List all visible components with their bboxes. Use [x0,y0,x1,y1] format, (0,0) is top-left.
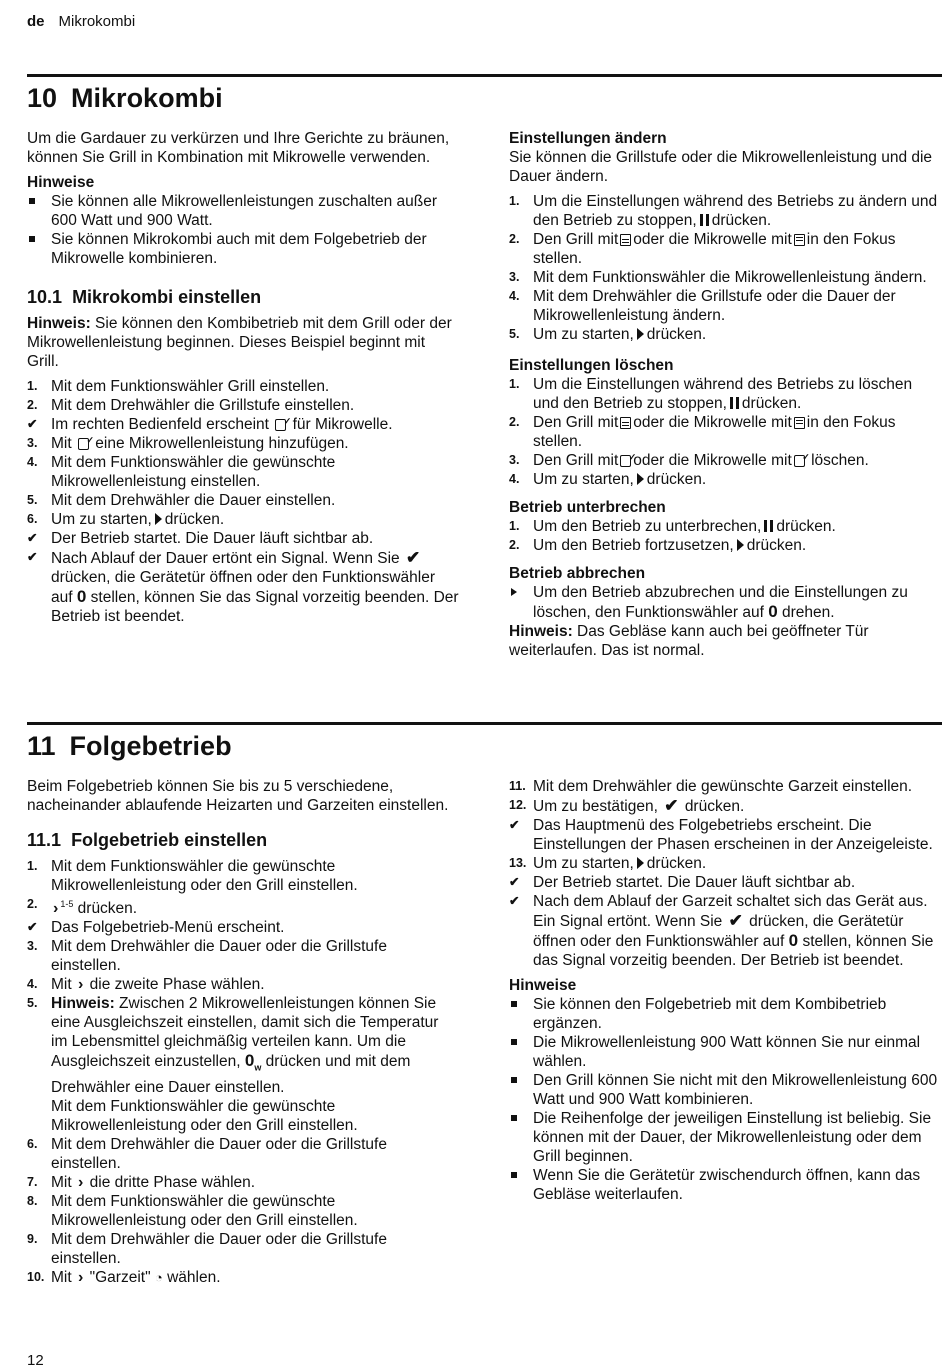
list-item: Den Grill können Sie nicht mit den Mikrowellenleistung 600 Watt und 900 Watt kombinieren. [509,1071,942,1109]
list-item: 8. Mit dem Funktionswähler die gewünschte Mikrowellenleistung oder den Grill einstellen. [27,1192,358,1229]
hint-paragraph: Hinweis: Sie können den Kombibetrieb mit dem Grill oder der Mikrowellenleistung beginnen. Dieses Beispiel beginnt mit Grill. [27,315,452,370]
change-settings-heading: Einstellungen ändern [509,130,667,147]
list-item: 1. Mit dem Funktionswähler Grill einstellen. [27,378,330,395]
list-item: 3. Den Grill mit✓ oder die Mikrowelle mit✓ löschen. [509,451,942,470]
list-item: 5. Um zu starten, drücken. [509,326,707,343]
pause-operation-heading: Betrieb unterbrechen [509,499,666,516]
list-item: 5. Mit dem Drehwähler die Dauer einstellen. [27,492,336,509]
checkmark-icon: ✔ [27,920,38,935]
play-icon [637,473,644,485]
section-10-heading [27,82,223,114]
list-item: 13. Um zu starten, drücken. [509,855,707,872]
list-item: 3. Mit dem Drehwähler die Dauer oder die Grillstufe einstellen. [27,938,387,975]
list-item: ✔ Das Folgebetrieb-Menü erscheint. [27,919,285,937]
rest-time-icon: $0_w$ [244,1051,262,1073]
list-item: Die Reihenfolge der jeweiligen Einstellung ist beliebig. Sie können mit der Dauer, der Mikrowellenleistung oder dem Grill beginnen. [509,1109,942,1166]
list-item: 1. Um die Einstellungen während des Betriebs zu löschen und den Betrieb zu stoppen, drücken. [509,376,913,412]
list-item: ✔ Der Betrieb startet. Die Dauer läuft sichtbar ab. [509,874,856,891]
subsection-heading: 11.1 Folgebetrieb einstellen [27,830,268,850]
list-item: 4. Um zu starten, drücken. [509,471,707,488]
list-item: 1. Mit dem Funktionswähler die gewünschte Mikrowellenleistung oder den Grill einstellen. [27,858,358,894]
list-item: ✔ Der Betrieb startet. Die Dauer läuft sichtbar ab. [27,530,374,547]
section-11-heading [27,730,232,762]
list-item: 11. Mit dem Drehwähler die gewünschte Garzeit einstellen. [509,778,913,795]
bullet-icon [511,1001,517,1007]
cancel-operation-heading: Betrieb abbrechen [509,565,646,582]
play-icon [155,513,162,525]
list-item: 2. Mit dem Drehwähler die Grillstufe einstellen. [27,397,355,414]
bullet-icon [511,1039,517,1045]
list-item: 9. Mit dem Drehwähler die Dauer oder die Grillstufe einstellen. [27,1230,387,1267]
confirm-check-icon: ✔ [664,796,679,815]
list-item: Die Mikrowellenleistung 900 Watt können Sie nur einmal wählen. [509,1033,942,1071]
list-item: 3. Mit dem Funktionswähler die Mikrowellenleistung ändern. [509,269,927,286]
list-item: Sie können alle Mikrowellenleistungen zuschalten außer 600 Watt und 900 Watt. [27,192,459,230]
page-number: 12 [27,1352,44,1369]
confirm-check-icon: ✔ [406,548,421,567]
notes-heading: Hinweise [509,977,577,994]
checkmark-icon: ✔ [27,550,38,564]
list-item: 2. Den Grill mit oder die Mikrowelle mit in den Fokus stellen. [509,231,896,267]
list-item: 4. Mit dem Funktionswähler die gewünschte Mikrowellenleistung einstellen. [27,454,336,490]
header-title: Mikrokombi [58,13,136,30]
list-item: 4. Mit › die zweite Phase wählen. [27,976,265,994]
checkmark-icon: ✔ [27,417,38,431]
list-item: Um den Betrieb abzubrechen und die Einstellungen zu löschen, den Funktionswähler auf 0 drehen. [509,583,942,622]
list-item: 3. Mit ✓ eine Mikrowellenleistung hinzufügen. [27,434,459,453]
steps-list [27,377,459,626]
bullet-icon [511,1115,517,1121]
grill-icon [620,234,631,246]
pause-steps-list [509,517,942,555]
intro-text: Um die Gardauer zu verkürzen und Ihre Gerichte zu bräunen, können Sie Grill in Kombination mit Mikrowelle verwenden. [27,130,450,166]
pause-icon [730,397,739,409]
section-11-right-column [509,777,942,1204]
cancel-steps-list [509,583,942,622]
add-selection-icon [275,419,286,431]
checkmark-icon: ✔ [27,531,38,545]
bullet-icon [511,1172,517,1178]
list-item: Sie können Mikrokombi auch mit dem Folgebetrieb der Mikrowelle kombinieren. [27,230,459,268]
section-number: 10 [27,83,58,113]
section-10-left-column [27,129,459,626]
change-steps-list [509,192,942,344]
list-item: 2. Den Grill mit oder die Mikrowelle mit in den Fokus stellen. [509,414,896,450]
microwave-icon [794,234,805,246]
steps-list [27,857,459,1287]
section-10-rule [27,74,942,77]
list-item: 1. Um den Betrieb zu unterbrechen, drücken. [509,518,836,535]
chevron-right-icon: › [77,1173,84,1191]
list-item: ✔ Nach Ablauf der Dauer ertönt ein Signal. Wenn Sie ✔ drücken, die Gerätetür öffnen oder den Funktionswähler auf 0 stellen, können Sie das Signal vorzeitig beenden. Der Betrieb ist beendet. [27,548,459,625]
bullet-icon [511,1077,517,1083]
list-item: 7. Mit › die dritte Phase wählen. [27,1173,256,1191]
section-11-left-column [27,777,459,1287]
checkmark-icon: ✔ [509,894,520,908]
microwave-icon [794,417,805,429]
chevron-right-icon: › [53,900,59,918]
list-item: 2. Um den Betrieb fortzusetzen, drücken. [509,537,807,554]
add-selection-icon [620,455,631,467]
list-item: ✔ Das Hauptmenü des Folgebetriebs erscheint. Die Einstellungen der Phasen erscheinen in der Anzeigeleiste. [509,817,933,853]
add-selection-icon [794,455,805,467]
list-item: 12. Um zu bestätigen, ✔ drücken. [509,796,745,815]
play-icon [637,328,644,340]
section-11-rule [27,722,942,725]
arrow-bullet-icon [511,588,517,596]
section-10-right-column [509,129,942,660]
list-item: Sie können den Folgebetrieb mit dem Kombibetrieb ergänzen. [509,995,942,1033]
play-icon [637,857,644,869]
checkmark-icon: ✔ [509,818,520,832]
notes-list [509,995,942,1204]
pause-icon [764,520,773,532]
chevron-right-icon: › [77,976,84,994]
add-selection-icon [78,438,89,450]
list-item: 6. Um zu starten, drücken. [27,511,225,528]
list-item: 5. Hinweis: Zwischen 2 Mikrowellenleistungen können Sie eine Ausgleichszeit einstellen, damit sich die Temperatur im Lebensmittel gleichmäßig verteilen kann. Um die Ausgleichszeit einzustellen, $0_w$ drücken und mit dem Drehwähler eine Dauer einstellen. Mit dem Funktionswähler die gewünschte Mikrowellenleistung oder den Grill einstellen. [27,995,439,1134]
list-item: 1. Um die Einstellungen während des Betriebs zu ändern und den Betrieb zu stoppen, drücken. [509,193,938,229]
change-settings-intro: Sie können die Grillstufe oder die Mikrowellenleistung und die Dauer ändern. [509,149,933,185]
list-item: 6. Mit dem Drehwähler die Dauer oder die Grillstufe einstellen. [27,1135,387,1172]
checkmark-icon: ✔ [509,875,520,889]
subsection-heading: 10.1 Mikrokombi einstellen [27,287,262,307]
bullet-icon [29,198,35,204]
timer-icon: ◔ [154,1269,163,1285]
list-item: ✔ Im rechten Bedienfeld erscheint ✓ für Mikrowelle. [27,415,459,434]
delete-steps-list [509,375,942,489]
confirm-check-icon: ✔ [728,911,743,930]
list-item: 4. Mit dem Drehwähler die Grillstufe oder die Dauer der Mikrowellenleistung ändern. [509,288,896,324]
grill-icon [620,417,631,429]
notes-heading: Hinweise [27,174,95,191]
section-number: 11 [27,731,56,761]
section-title: Folgebetrieb [69,731,232,761]
steps-list-continued [509,777,942,970]
cancel-hint: Hinweis: Das Gebläse kann auch bei geöffneter Tür weiterlaufen. Das ist normal. [509,623,869,659]
list-item: 10. Mit › "Garzeit" ◔ wählen. [27,1268,221,1286]
section-title: Mikrokombi [71,83,223,113]
notes-list [27,192,459,268]
pause-icon [700,214,709,226]
delete-settings-heading: Einstellungen löschen [509,357,674,374]
bullet-icon [29,236,35,242]
list-item: Wenn Sie die Gerätetür zwischendurch öffnen, kann das Gebläse weiterlaufen. [509,1166,942,1204]
page-header [27,12,135,31]
list-item: 2. › $^{1-5}$ drücken. [27,897,138,918]
chevron-right-icon: › [77,1268,84,1286]
language-code: de [27,13,45,30]
list-item: ✔ Nach dem Ablauf der Garzeit schaltet sich das Gerät aus. Ein Signal ertönt. Wenn Sie ✔ drücken, die Gerätetür öffnen oder den Funktionswähler auf 0 stellen, können Sie das Signal vorzeitig beenden. Der Betrieb ist beendet. [509,893,934,969]
play-icon [737,539,744,551]
intro-text: Beim Folgebetrieb können Sie bis zu 5 verschiedene, nacheinander ablaufende Heizarten und Garzeiten einstellen. [27,778,449,814]
